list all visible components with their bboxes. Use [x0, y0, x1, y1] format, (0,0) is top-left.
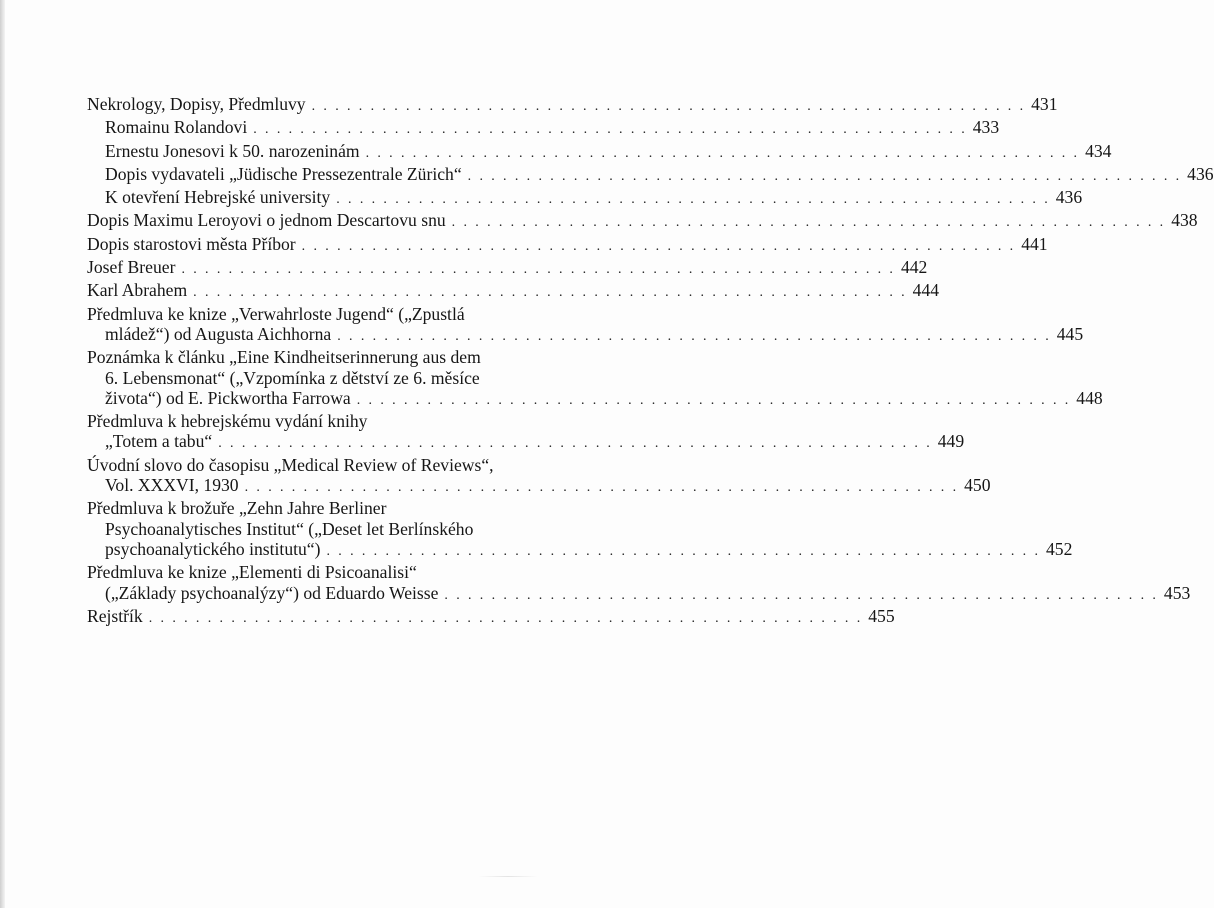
paper-scuff-mark: [478, 876, 538, 877]
toc-entry-last-line: [87, 257, 928, 280]
toc-entry: [87, 140, 1112, 164]
toc-page-number: 434: [1085, 140, 1112, 161]
page-edge-shadow: [0, 0, 5, 908]
toc-entry-line: Úvodní slovo do časopisu „Medical Review of Reviews“,: [87, 454, 494, 475]
dot-leader: . . . . . . . . . . . . . . . . . . . . . . . . . . . . . . . . . . . . . . . . . . . . . . . . . . . . . . . . . . . . .: [244, 480, 959, 496]
toc-page-number: 433: [972, 117, 1000, 138]
dot-leader: . . . . . . . . . . . . . . . . . . . . . . . . . . . . . . . . . . . . . . . . . . . . . . . . . . . . . . . . . . . . .: [451, 215, 1166, 231]
toc-entry-last-line: [87, 387, 1103, 411]
toc-entry: [87, 454, 991, 499]
toc-entry: [87, 210, 1198, 233]
toc-page-number: 455: [868, 605, 895, 626]
toc-entry: [87, 117, 1000, 140]
toc-entry-line: Předmluva k hebrejskému vydání knihy: [87, 411, 368, 432]
toc-entry-last-line: [105, 187, 1083, 210]
toc-entry-title: („Základy psychoanalýzy“) od Eduardo Weisse: [105, 582, 439, 603]
dot-leader: . . . . . . . . . . . . . . . . . . . . . . . . . . . . . . . . . . . . . . . . . . . . . . . . . . . . . . . . . . . . .: [181, 262, 896, 278]
dot-leader: . . . . . . . . . . . . . . . . . . . . . . . . . . . . . . . . . . . . . . . . . . . . . . . . . . . . . . . . . . . . .: [336, 192, 1051, 208]
toc-entry-last-line: [105, 117, 1000, 140]
toc-entry-last-line: [87, 210, 1198, 233]
toc-entry-last-line: [105, 140, 1112, 164]
toc-entry: [87, 280, 940, 303]
toc-page-number: 453: [1163, 582, 1191, 603]
toc-entry: [87, 303, 1084, 348]
dot-leader: . . . . . . . . . . . . . . . . . . . . . . . . . . . . . . . . . . . . . . . . . . . . . . . . . . . . . . . . . . . . .: [444, 587, 1159, 603]
toc-entry-title: života“) od E. Pickwortha Farrowa: [105, 387, 351, 408]
toc-entry-last-line: [87, 233, 1048, 257]
table-of-contents: [87, 94, 1214, 629]
toc-entry-title: Nekrology, Dopisy, Předmluvy: [87, 94, 306, 114]
toc-entry: [87, 233, 1048, 257]
toc-entry: [87, 411, 965, 455]
toc-entry-title: mládež“) od Augusta Aichhorna: [105, 323, 332, 344]
toc-entry-line: Předmluva ke knize „Elementi di Psicoanalisi“: [87, 562, 417, 583]
toc-page-number: 441: [1021, 233, 1048, 254]
toc-entry-line: Předmluva ke knize „Verwahrloste Jugend“ („Zpustlá: [87, 303, 465, 324]
toc-entry: [87, 257, 928, 280]
toc-entry-title: Vol. XXXVI, 1930: [105, 475, 239, 496]
toc-entry-last-line: [87, 582, 1191, 606]
toc-page-number: 450: [964, 475, 991, 496]
toc-entry-line: 6. Lebensmonat“ („Vzpomínka z dětství ze 6. měsíce: [105, 367, 480, 388]
dot-leader: . . . . . . . . . . . . . . . . . . . . . . . . . . . . . . . . . . . . . . . . . . . . . . . . . . . . . . . . . . . . .: [356, 392, 1071, 408]
toc-page-number: 444: [912, 280, 940, 301]
toc-entry-last-line: [87, 605, 895, 629]
toc-entry: [87, 187, 1083, 210]
toc-entry-line: Poznámka k článku „Eine Kindheitserinnerung aus dem: [87, 347, 481, 368]
toc-entry-last-line: [87, 94, 1058, 117]
toc-entry-title: Dopis vydavateli „Jüdische Pressezentrale Zürich“: [105, 163, 462, 184]
toc-entry-last-line: [87, 323, 1084, 347]
toc-page-number: 436: [1055, 187, 1083, 208]
toc-entry: [87, 94, 1058, 117]
toc-page-number: 448: [1076, 387, 1103, 408]
toc-page-number: 431: [1031, 94, 1058, 114]
toc-entry-title: „Totem a tabu“: [105, 431, 213, 452]
toc-page-number: 449: [937, 431, 965, 452]
toc-entry-title: Rejstřík: [87, 605, 143, 626]
toc-entry-last-line: [87, 538, 1073, 562]
toc-entry-line: Psychoanalytisches Institut“ („Deset let Berlínského: [105, 518, 474, 539]
toc-entry-title: Dopis Maximu Leroyovi o jednom Descartovu snu: [87, 210, 446, 231]
dot-leader: . . . . . . . . . . . . . . . . . . . . . . . . . . . . . . . . . . . . . . . . . . . . . . . . . . . . . . . . . . . . .: [467, 168, 1182, 184]
toc-page-number: 452: [1046, 538, 1073, 559]
toc-page-number: 445: [1056, 323, 1084, 344]
dot-leader: . . . . . . . . . . . . . . . . . . . . . . . . . . . . . . . . . . . . . . . . . . . . . . . . . . . . . . . . . . . . .: [301, 238, 1016, 254]
toc-page-number: 438: [1171, 210, 1198, 231]
toc-entry-title: K otevření Hebrejské university: [105, 187, 331, 208]
toc-entry-title: psychoanalytického institutu“): [105, 538, 321, 559]
toc-entry-last-line: [87, 475, 991, 498]
dot-leader: . . . . . . . . . . . . . . . . . . . . . . . . . . . . . . . . . . . . . . . . . . . . . . . . . . . . . . . . . . . . .: [337, 328, 1052, 344]
toc-entry-last-line: [87, 280, 940, 303]
toc-entry-last-line: [87, 431, 965, 454]
toc-entry-title: Ernestu Jonesovi k 50. narozeninám: [105, 140, 360, 161]
toc-entry: [87, 562, 1191, 606]
toc-entry-title: Josef Breuer: [87, 257, 176, 278]
toc-entry-last-line: [105, 163, 1214, 187]
toc-entry: [87, 498, 1073, 562]
dot-leader: . . . . . . . . . . . . . . . . . . . . . . . . . . . . . . . . . . . . . . . . . . . . . . . . . . . . . . . . . . . . .: [311, 99, 1026, 114]
toc-entry: [87, 605, 895, 629]
toc-entry-title: Dopis starostovi města Příbor: [87, 233, 296, 254]
dot-leader: . . . . . . . . . . . . . . . . . . . . . . . . . . . . . . . . . . . . . . . . . . . . . . . . . . . . . . . . . . . . .: [326, 543, 1041, 559]
toc-entry-line: Předmluva k brožuře „Zehn Jahre Berliner: [87, 498, 387, 519]
dot-leader: . . . . . . . . . . . . . . . . . . . . . . . . . . . . . . . . . . . . . . . . . . . . . . . . . . . . . . . . . . . . .: [218, 436, 933, 452]
toc-entry: [87, 163, 1214, 187]
toc-page-number: 442: [900, 257, 928, 278]
toc-page-number: 436: [1187, 163, 1214, 184]
toc-entry: [87, 347, 1103, 411]
dot-leader: . . . . . . . . . . . . . . . . . . . . . . . . . . . . . . . . . . . . . . . . . . . . . . . . . . . . . . . . . . . . .: [253, 122, 968, 138]
toc-entry-title: Karl Abrahem: [87, 280, 188, 301]
dot-leader: . . . . . . . . . . . . . . . . . . . . . . . . . . . . . . . . . . . . . . . . . . . . . . . . . . . . . . . . . . . . .: [148, 610, 863, 626]
toc-entry-title: Romainu Rolandovi: [105, 117, 248, 138]
dot-leader: . . . . . . . . . . . . . . . . . . . . . . . . . . . . . . . . . . . . . . . . . . . . . . . . . . . . . . . . . . . . .: [365, 145, 1080, 161]
dot-leader: . . . . . . . . . . . . . . . . . . . . . . . . . . . . . . . . . . . . . . . . . . . . . . . . . . . . . . . . . . . . .: [193, 285, 908, 301]
